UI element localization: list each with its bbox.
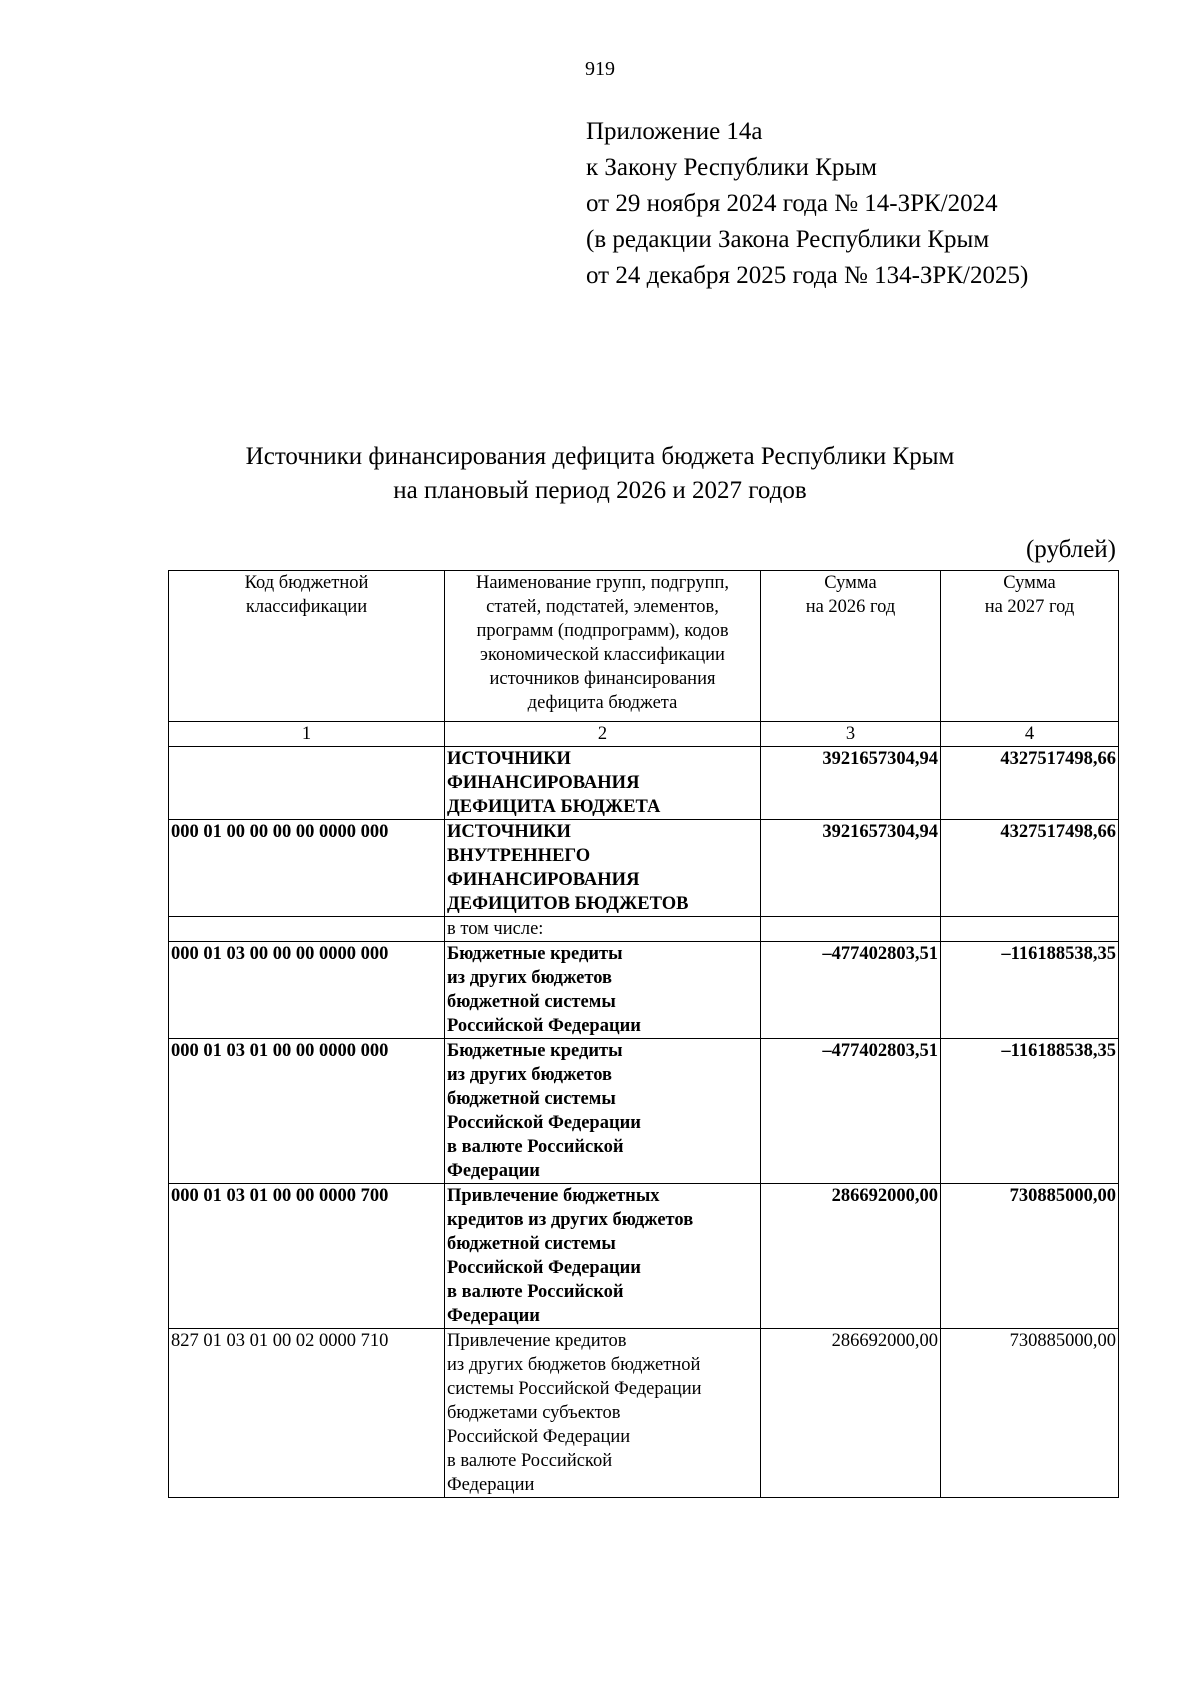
cell-name-line: из других бюджетов xyxy=(447,1065,613,1085)
table-row xyxy=(169,1329,1119,1498)
cell-name xyxy=(445,917,761,942)
header-text-line: Код бюджетной xyxy=(244,573,369,593)
cell-name-line: Федерации xyxy=(447,1306,540,1326)
cell-name-line: Российской Федерации xyxy=(447,1258,641,1278)
header-text-line: статей, подстатей, элементов, xyxy=(486,597,719,617)
table-header-row xyxy=(169,571,1119,722)
column-number: 1 xyxy=(169,722,445,747)
title-line: Источники финансирования дефицита бюджета Республики Крым xyxy=(245,443,955,470)
cell-name xyxy=(445,1329,761,1498)
cell-sum-2027: –116188538,35 xyxy=(941,942,1119,1039)
cell-name xyxy=(445,820,761,917)
cell-name-line: в том числе: xyxy=(447,919,544,939)
units-label: (рублей) xyxy=(1025,536,1116,563)
cell-name-line: ДЕФИЦИТА БЮДЖЕТА xyxy=(447,797,661,817)
cell-name-line: ВНУТРЕННЕГО xyxy=(447,846,591,866)
cell-code: 000 01 00 00 00 00 0000 000 xyxy=(169,820,445,917)
cell-name-line: ФИНАНСИРОВАНИЯ xyxy=(447,773,640,793)
table-row xyxy=(169,747,1119,820)
header-text-line: Сумма xyxy=(824,573,877,593)
cell-sum-2026: 286692000,00 xyxy=(761,1329,941,1498)
table-row xyxy=(169,820,1119,917)
cell-sum-2027 xyxy=(941,917,1119,942)
cell-name-line: Привлечение бюджетных xyxy=(447,1186,660,1206)
cell-name-line: из других бюджетов бюджетной xyxy=(447,1355,701,1375)
cell-sum-2026: –477402803,51 xyxy=(761,1039,941,1184)
header-sum-2026 xyxy=(761,571,941,722)
cell-name-line: Федерации xyxy=(447,1475,535,1495)
cell-name-line: Привлечение кредитов xyxy=(447,1331,627,1351)
cell-name-line: в валюте Российской xyxy=(447,1137,624,1157)
column-number: 4 xyxy=(941,722,1119,747)
document-title xyxy=(0,440,1200,508)
cell-sum-2026: 3921657304,94 xyxy=(761,747,941,820)
table-row xyxy=(169,917,1119,942)
column-number: 3 xyxy=(761,722,941,747)
cell-sum-2027: 730885000,00 xyxy=(941,1184,1119,1329)
cell-name xyxy=(445,942,761,1039)
cell-name-line: ИСТОЧНИКИ xyxy=(447,749,571,769)
header-sum-2027 xyxy=(941,571,1119,722)
header-text-line: дефицита бюджета xyxy=(527,693,678,713)
cell-name-line: ИСТОЧНИКИ xyxy=(447,822,571,842)
cell-name-line: Российской Федерации xyxy=(447,1427,631,1447)
cell-name-line: ФИНАНСИРОВАНИЯ xyxy=(447,870,640,890)
appendix-line: от 24 декабря 2025 года № 134-ЗРК/2025) xyxy=(586,262,1029,289)
cell-name-line: бюджетной системы xyxy=(447,992,616,1012)
cell-sum-2026: 286692000,00 xyxy=(761,1184,941,1329)
table-row xyxy=(169,1184,1119,1329)
cell-name-line: в валюте Российской xyxy=(447,1451,613,1471)
cell-name-line: ДЕФИЦИТОВ БЮДЖЕТОВ xyxy=(447,894,689,914)
cell-name-line: бюджетами субъектов xyxy=(447,1403,621,1423)
cell-sum-2026: –477402803,51 xyxy=(761,942,941,1039)
cell-name-line: Федерации xyxy=(447,1161,540,1181)
header-text-line: Сумма xyxy=(1003,573,1056,593)
cell-name-line: Бюджетные кредиты xyxy=(447,1041,623,1061)
appendix-line: от 29 ноября 2024 года № 14-ЗРК/2024 xyxy=(586,190,998,217)
cell-code: 000 01 03 00 00 00 0000 000 xyxy=(169,942,445,1039)
column-number: 2 xyxy=(445,722,761,747)
header-name xyxy=(445,571,761,722)
cell-name-line: Российской Федерации xyxy=(447,1016,641,1036)
cell-code: 827 01 03 01 00 02 0000 710 xyxy=(169,1329,445,1498)
cell-sum-2027: 4327517498,66 xyxy=(941,747,1119,820)
header-text-line: программ (подпрограмм), кодов xyxy=(476,621,729,641)
cell-name-line: Бюджетные кредиты xyxy=(447,944,623,964)
cell-name-line: из других бюджетов xyxy=(447,968,613,988)
cell-name-line: кредитов из других бюджетов xyxy=(447,1210,694,1230)
table-row xyxy=(169,942,1119,1039)
cell-name xyxy=(445,747,761,820)
cell-name-line: бюджетной системы xyxy=(447,1089,616,1109)
cell-code: 000 01 03 01 00 00 0000 700 xyxy=(169,1184,445,1329)
header-text-line: на 2027 год xyxy=(984,597,1075,617)
header-text-line: классификации xyxy=(245,597,368,617)
page-number: 919 xyxy=(585,58,615,80)
cell-name xyxy=(445,1184,761,1329)
cell-name xyxy=(445,1039,761,1184)
cell-name-line: бюджетной системы xyxy=(447,1234,616,1254)
cell-code xyxy=(169,747,445,820)
header-text-line: Наименование групп, подгрупп, xyxy=(475,573,730,593)
appendix-header xyxy=(586,114,1028,294)
cell-name-line: в валюте Российской xyxy=(447,1282,624,1302)
table-row xyxy=(169,1039,1119,1184)
cell-code xyxy=(169,917,445,942)
cell-code: 000 01 03 01 00 00 0000 000 xyxy=(169,1039,445,1184)
column-number-row xyxy=(169,722,1119,747)
cell-sum-2026: 3921657304,94 xyxy=(761,820,941,917)
title-line: на плановый период 2026 и 2027 годов xyxy=(393,477,807,504)
header-text-line: источников финансирования xyxy=(489,669,716,689)
budget-sources-table xyxy=(168,570,1119,1498)
cell-sum-2027: –116188538,35 xyxy=(941,1039,1119,1184)
cell-name-line: системы Российской Федерации xyxy=(447,1379,702,1399)
cell-sum-2027: 4327517498,66 xyxy=(941,820,1119,917)
cell-sum-2027: 730885000,00 xyxy=(941,1329,1119,1498)
appendix-line: (в редакции Закона Республики Крым xyxy=(586,226,990,253)
appendix-line: к Закону Республики Крым xyxy=(586,154,877,181)
header-code xyxy=(169,571,445,722)
appendix-line: Приложение 14а xyxy=(586,118,763,145)
cell-sum-2026 xyxy=(761,917,941,942)
cell-name-line: Российской Федерации xyxy=(447,1113,641,1133)
header-text-line: на 2026 год xyxy=(805,597,896,617)
header-text-line: экономической классификации xyxy=(480,645,725,665)
